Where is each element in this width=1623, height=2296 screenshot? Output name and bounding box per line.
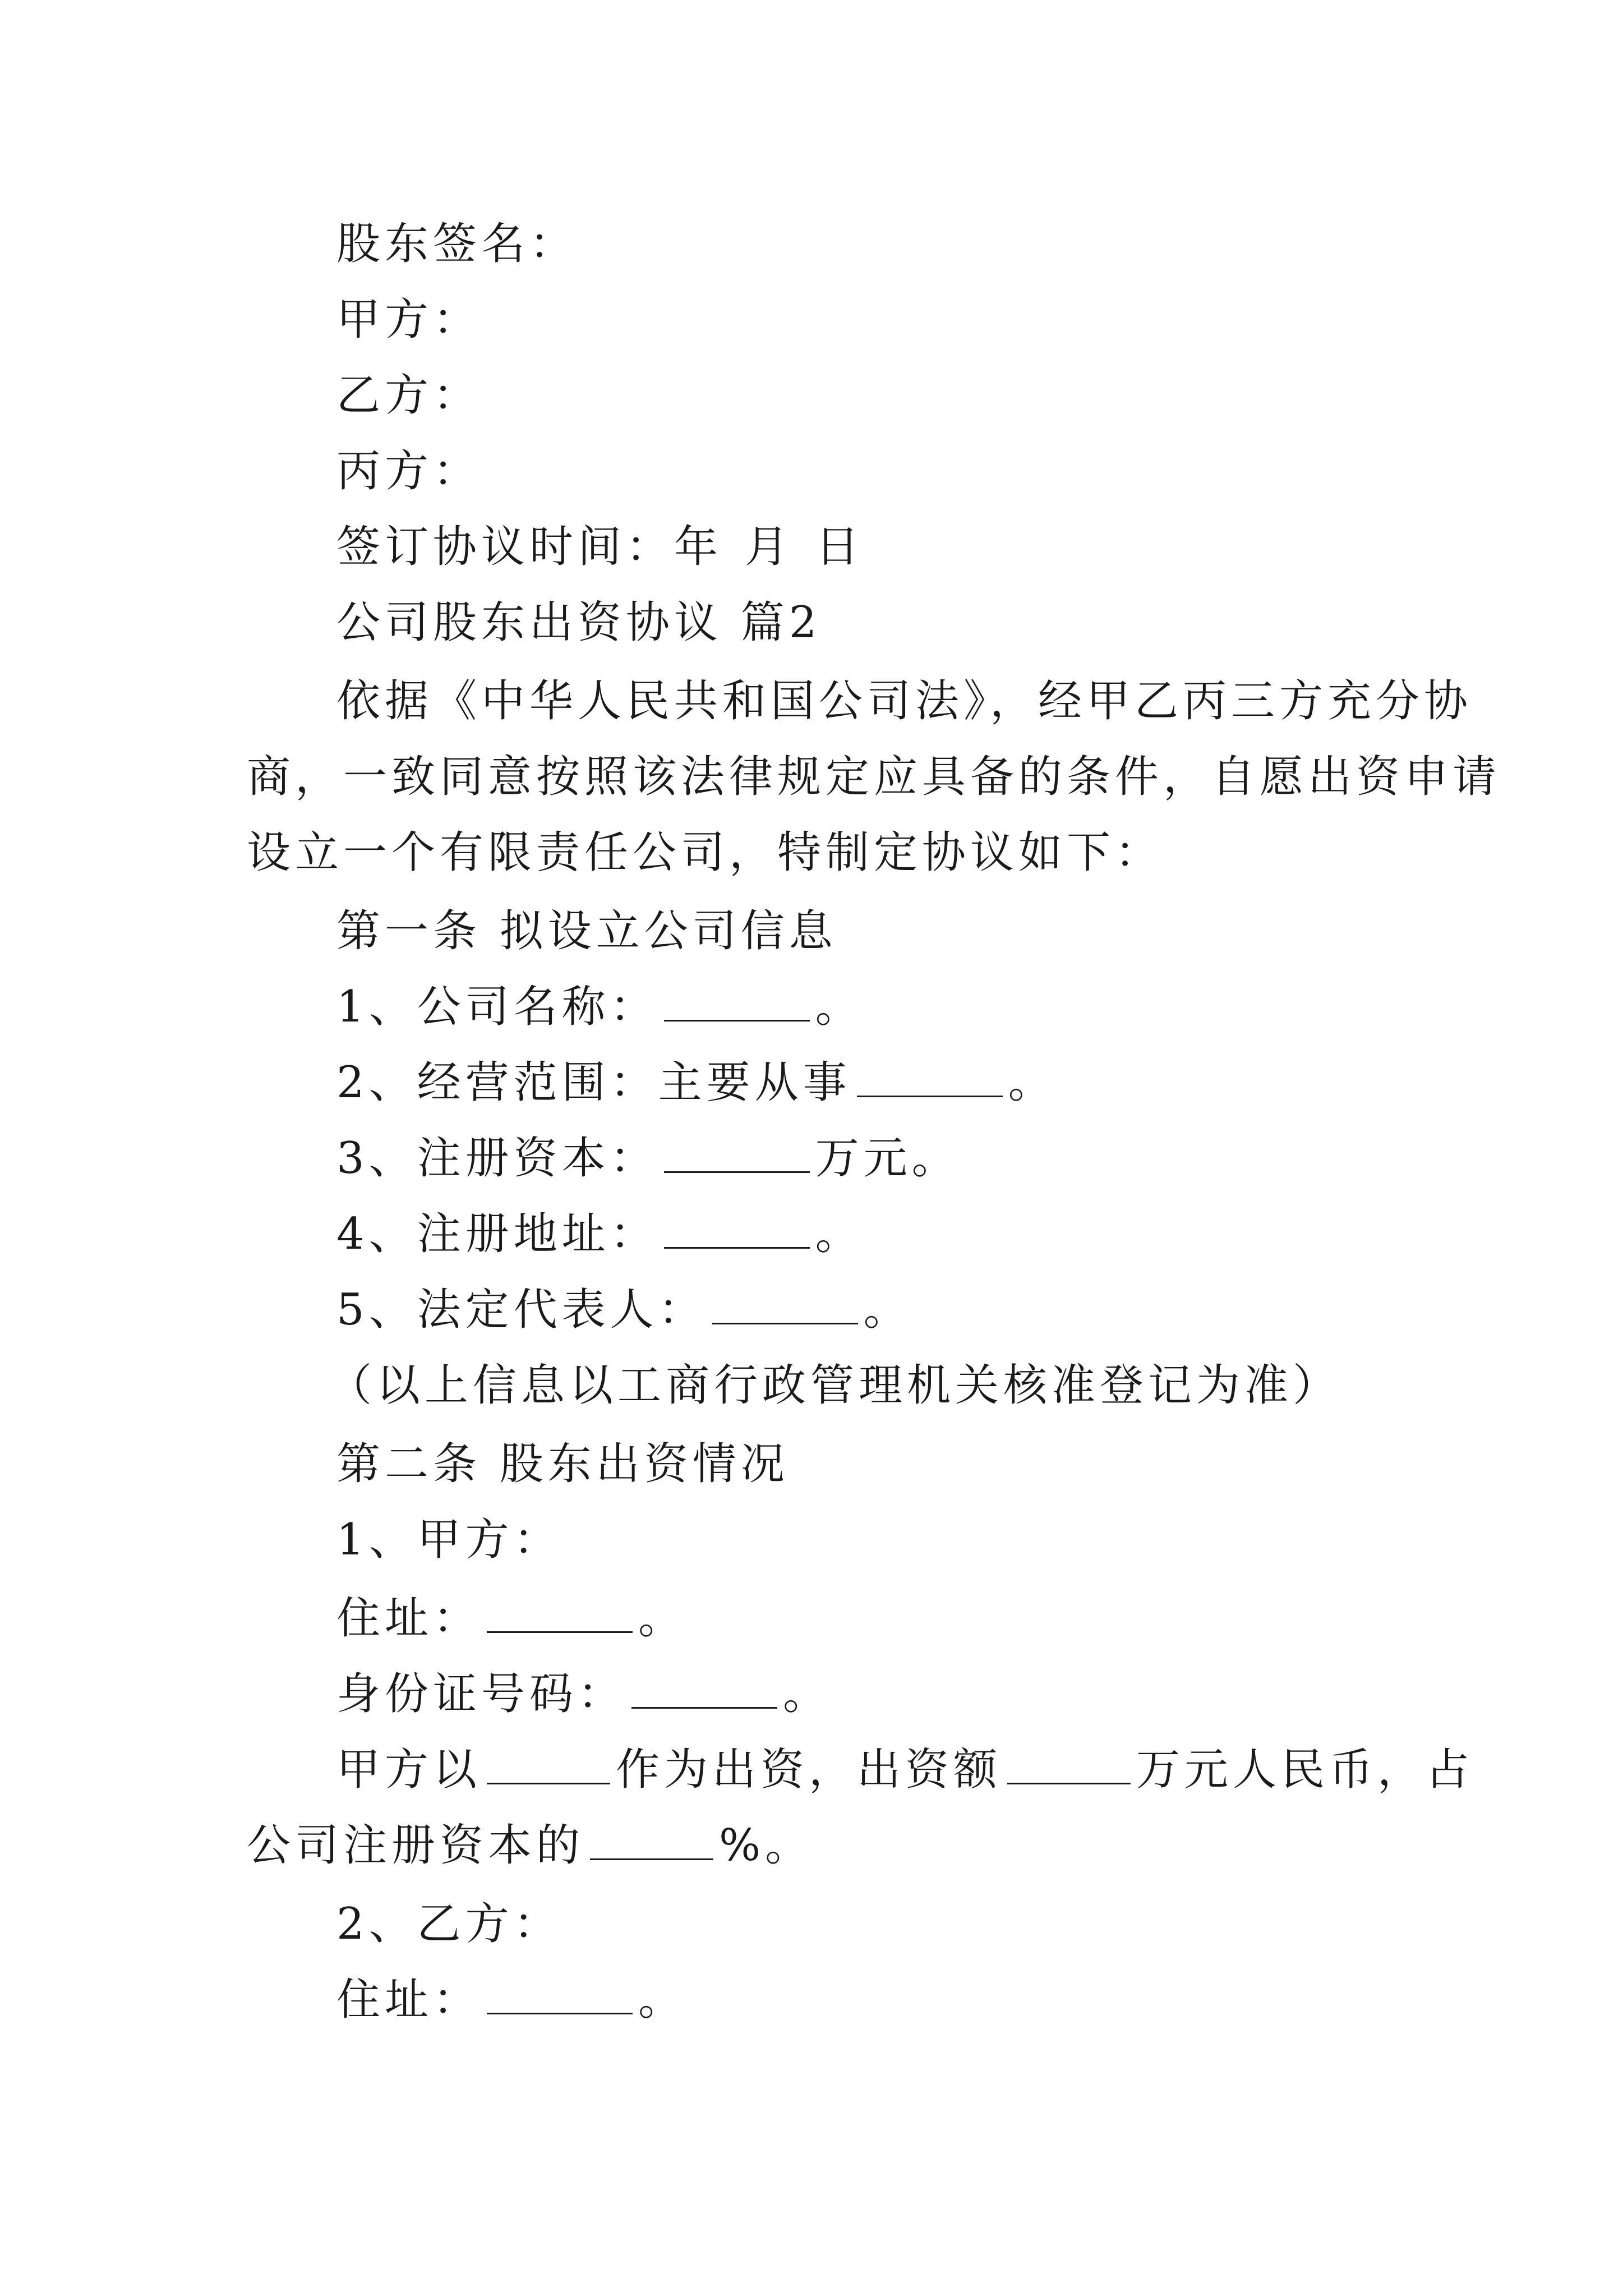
article-1-title: 第一条 拟设立公司信息 [336, 906, 837, 956]
party-a-address-end: 。 [638, 1593, 687, 1644]
party-a-contribution-amount-blank [1007, 1749, 1131, 1784]
party-b-address-end: 。 [638, 1975, 687, 2025]
signature-title: 股东签名： [336, 219, 578, 269]
party-b-heading: 2、乙方： [336, 1899, 562, 1949]
registered-address-blank [664, 1213, 810, 1249]
business-scope-end: 。 [1008, 1057, 1057, 1108]
legal-representative-label: 5、法定代表人： [336, 1285, 707, 1335]
party-b-address-blank [487, 1979, 633, 2014]
party-a-address-blank [487, 1598, 633, 1633]
section-heading: 公司股东出资协议 篇2 [336, 597, 822, 648]
party-a-id-end: 。 [783, 1669, 832, 1719]
party-b-signature: 乙方： [336, 370, 482, 421]
party-a-contribution-text-3: 万元人民币，占 [1136, 1745, 1474, 1795]
article-2-title: 第二条 股东出资情况 [336, 1439, 789, 1489]
party-a-contribution-line-1 [336, 1742, 1474, 1798]
legal-representative-blank [712, 1289, 858, 1324]
registered-capital-end: 万元。 [815, 1133, 960, 1184]
party-a-heading: 1、甲方： [336, 1515, 562, 1565]
registered-address-item [336, 1206, 864, 1262]
party-a-id-label: 身份证号码： [336, 1669, 626, 1719]
party-a-signature: 甲方： [336, 295, 482, 345]
party-a-share-percent-blank [590, 1825, 713, 1860]
party-a-contribution-line-2 [247, 1818, 813, 1874]
intro-line-3: 设立一个有限责任公司，特制定协议如下： [247, 827, 1164, 878]
intro-line-2: 商，一致同意按照该法律规定应具备的条件，自愿出资申请 [247, 752, 1501, 802]
year-label: 年 [674, 522, 723, 572]
legal-representative-end: 。 [863, 1285, 912, 1335]
registered-capital-label: 3、注册资本： [336, 1133, 658, 1184]
business-scope-item [336, 1055, 1057, 1111]
business-scope-label: 2、经营范围：主要从事 [336, 1057, 851, 1108]
signing-date-line [336, 519, 864, 575]
signing-date-label: 签订协议时间： [336, 522, 675, 572]
registered-capital-item [336, 1130, 960, 1186]
month-label: 月 [745, 522, 794, 572]
registered-capital-blank [664, 1138, 810, 1173]
party-a-contribution-text-1: 甲方以 [336, 1745, 482, 1795]
company-name-label: 1、公司名称： [336, 982, 658, 1032]
party-b-address-item [336, 1972, 686, 2028]
party-a-contribution-form-blank [487, 1749, 610, 1784]
party-a-contribution-text-2: 作为出资，出资额 [616, 1745, 1002, 1795]
party-a-contribution-text-5: %。 [719, 1820, 814, 1871]
legal-representative-item [336, 1282, 912, 1338]
party-a-id-blank [631, 1673, 777, 1709]
party-c-signature: 丙方： [336, 446, 482, 496]
registration-note: （以上信息以工商行政管理机关核准登记为准） [328, 1360, 1341, 1411]
registered-address-end: 。 [815, 1209, 864, 1259]
party-a-id-item [336, 1666, 831, 1722]
company-name-item [336, 979, 864, 1035]
party-b-address-label: 住址： [336, 1975, 482, 2025]
party-a-address-label: 住址： [336, 1593, 482, 1644]
party-a-address-item [336, 1590, 686, 1646]
company-name-end: 。 [815, 982, 864, 1032]
registered-address-label: 4、注册地址： [336, 1209, 658, 1259]
company-name-blank [664, 986, 810, 1022]
day-label: 日 [815, 522, 864, 572]
intro-line-1: 依据《中华人民共和国公司法》，经甲乙丙三方充分协 [336, 676, 1473, 726]
business-scope-blank [857, 1062, 1003, 1097]
party-a-contribution-text-4: 公司注册资本的 [247, 1820, 585, 1871]
